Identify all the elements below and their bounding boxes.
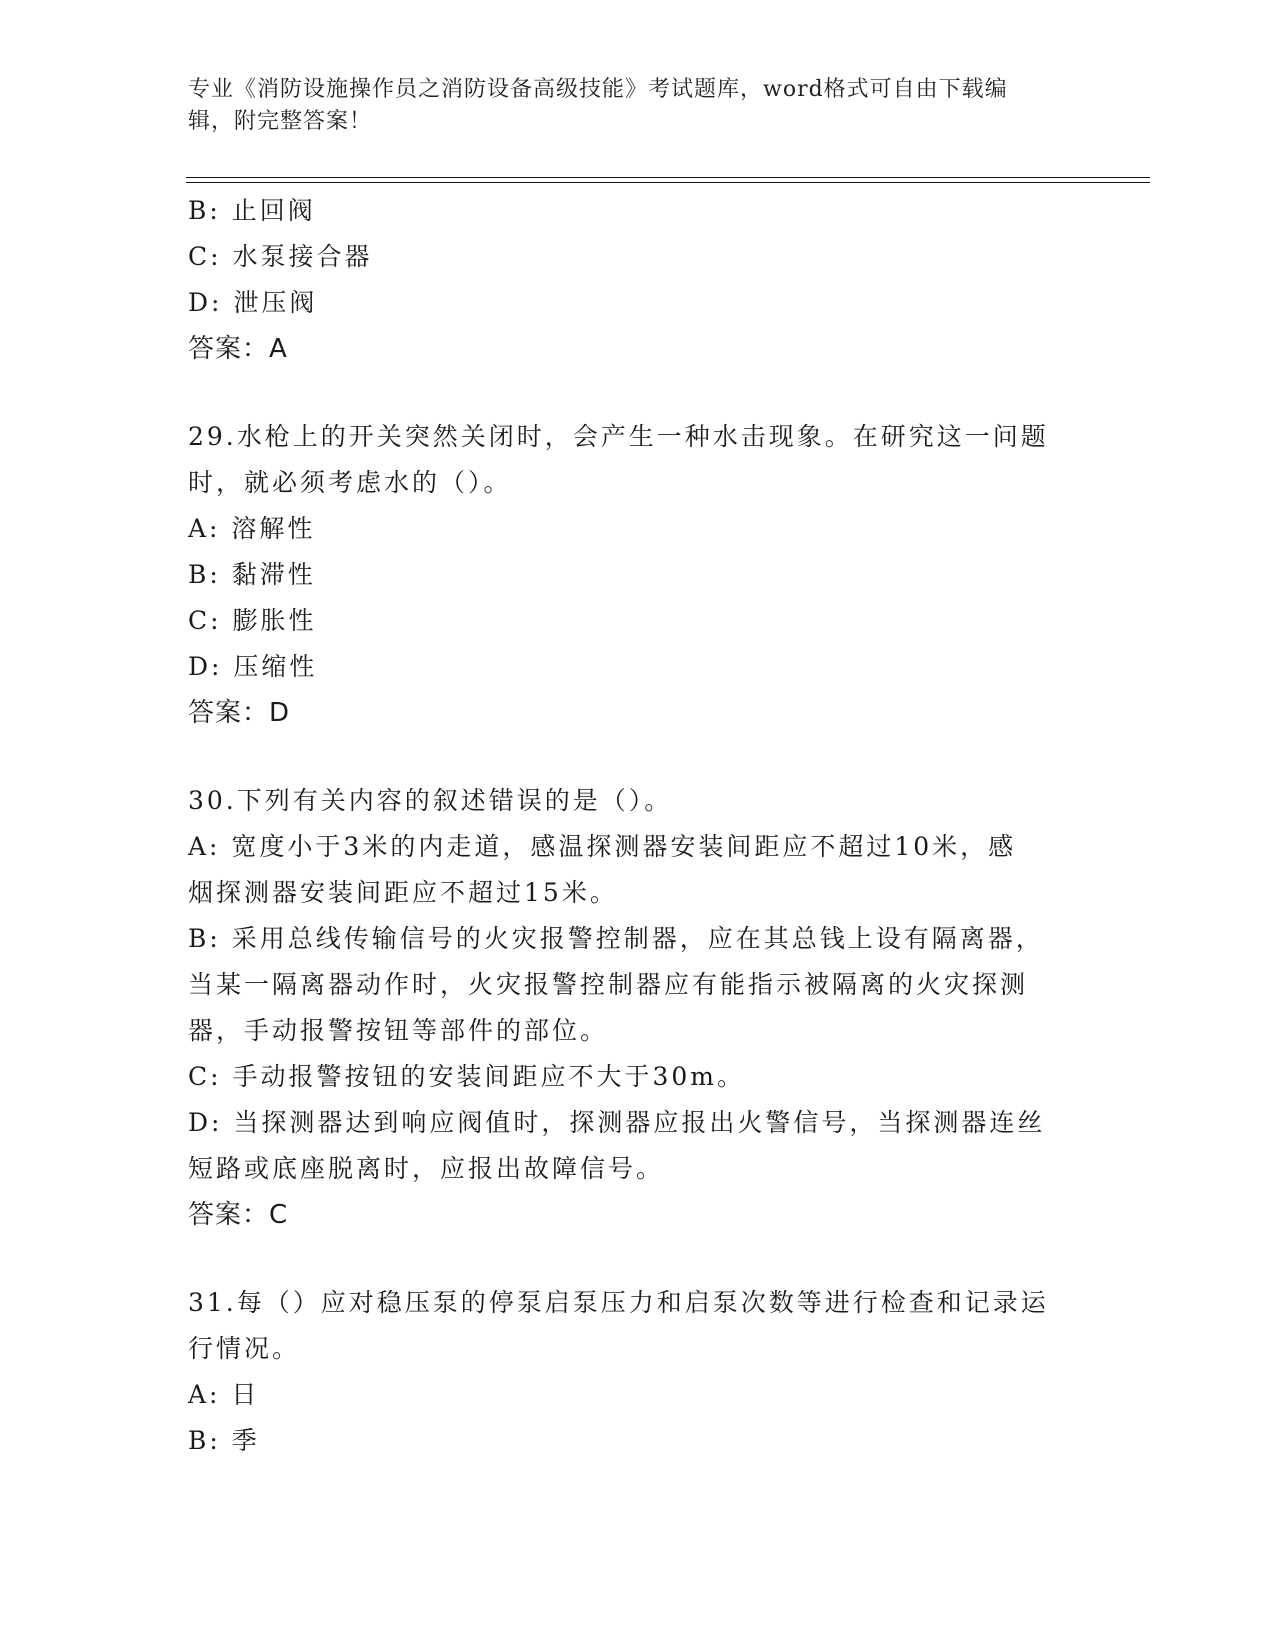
answer-label: 答案：C [188, 1200, 289, 1230]
option-c: C: 膨胀性 [188, 606, 317, 635]
page-header [188, 74, 1068, 138]
answer-label: 答案：D [188, 698, 291, 728]
option-d-line: 短路或底座脱离时，应报出故障信号。 [188, 1154, 665, 1183]
option-b: B: 止回阀 [188, 196, 316, 225]
question-content [188, 188, 1088, 1464]
question-28-continued [188, 188, 1088, 372]
header-rule-top [186, 177, 1150, 178]
question-29 [188, 414, 1088, 736]
option-b: B: 季 [188, 1426, 260, 1455]
question-text-line: 时，就必须考虑水的（）。 [188, 468, 512, 497]
option-b-line: 当某一隔离器动作时，火灾报警控制器应有能指示被隔离的火灾探测 [188, 970, 1029, 999]
option-c: C: 水泵接合器 [188, 242, 373, 271]
header-line-1: 专业《消防设施操作员之消防设备高级技能》考试题库，word格式可自由下载编 [188, 77, 1008, 102]
question-text-line: 31.每（）应对稳压泵的停泵启泵压力和启泵次数等进行检查和记录运 [188, 1288, 1049, 1317]
question-text-line: 29.水枪上的开关突然关闭时，会产生一种水击现象。在研究这一问题 [188, 422, 1049, 451]
option-c-line: C: 手动报警按钮的安装间距应不大于30m。 [188, 1062, 746, 1091]
question-31 [188, 1280, 1088, 1464]
option-d: D: 压缩性 [188, 652, 318, 681]
option-b: B: 黏滞性 [188, 560, 316, 589]
option-b-line: 器，手动报警按钮等部件的部位。 [188, 1016, 609, 1045]
answer-label: 答案：A [188, 334, 288, 364]
option-d-line: D: 当探测器达到响应阀值时，探测器应报出火警信号，当探测器连丝 [188, 1108, 1046, 1137]
option-a: A: 溶解性 [188, 514, 316, 543]
question-text-line: 30.下列有关内容的叙述错误的是（）。 [188, 786, 673, 815]
question-30 [188, 778, 1088, 1238]
option-a-line: 烟探测器安装间距应不超过15米。 [188, 878, 618, 907]
option-a: A: 日 [188, 1380, 260, 1409]
header-rule-bottom [186, 182, 1150, 183]
question-text-line: 行情况。 [188, 1334, 301, 1363]
header-line-2: 辑，附完整答案！ [188, 109, 373, 134]
option-a-line: A: 宽度小于3米的内走道，感温探测器安装间距应不超过10米，感 [188, 832, 1017, 861]
option-b-line: B: 采用总线传输信号的火灾报警控制器，应在其总钱上设有隔离器， [188, 924, 1044, 953]
option-d: D: 泄压阀 [188, 288, 318, 317]
